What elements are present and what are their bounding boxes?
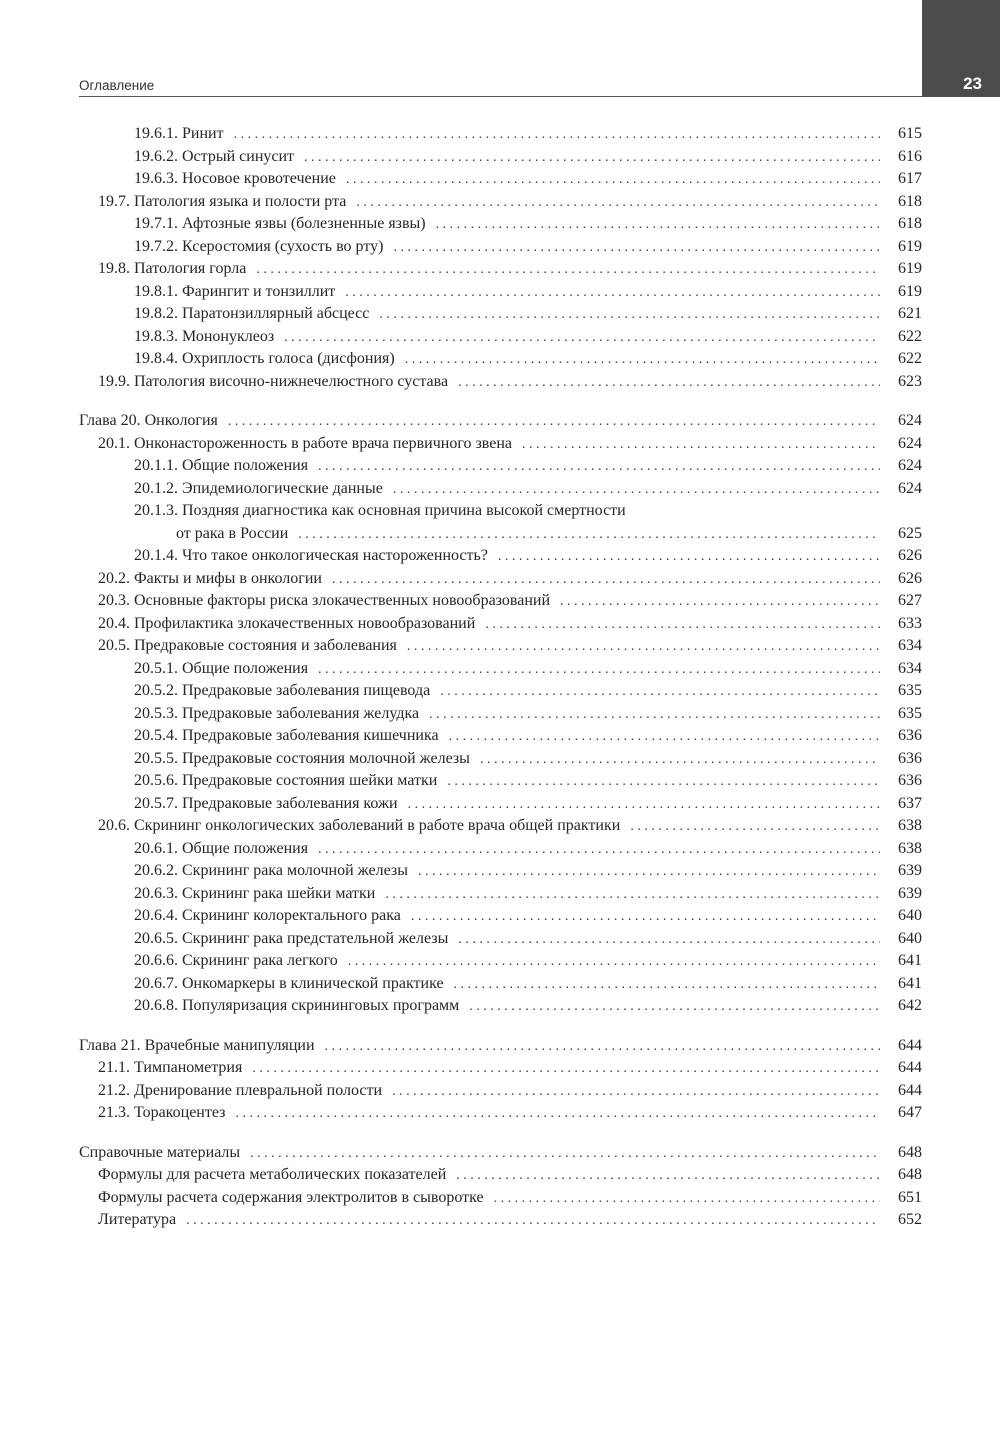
toc-entry-page: 644 — [898, 1081, 922, 1099]
toc-entry-title: 19.8.4. Охриплость голоса (дисфония) — [134, 350, 395, 367]
toc-dot-leader — [440, 681, 880, 704]
toc-dot-leader — [447, 771, 880, 794]
toc-entry-title: 20.4. Профилактика злокачественных новообразований — [98, 614, 476, 632]
toc-entry-page: 647 — [898, 1104, 922, 1121]
toc-entry[interactable] — [79, 123, 922, 146]
toc-entry-title: Глава 21. Врачебные манипуляции — [79, 1036, 315, 1054]
toc-entry-title: 19.8.1. Фарингит и тонзиллит — [134, 282, 336, 300]
toc-entry[interactable] — [79, 793, 922, 816]
toc-entry[interactable] — [79, 303, 922, 326]
toc-entry-title: 20.6.4. Скрининг колоректального рака — [134, 907, 401, 924]
toc-dot-leader — [318, 456, 880, 479]
header-rule — [79, 96, 922, 97]
toc-dot-leader — [345, 282, 880, 305]
toc-entry-page: 636 — [898, 727, 922, 744]
toc-entry[interactable] — [79, 433, 922, 456]
toc-entry[interactable] — [79, 860, 922, 883]
toc-entry[interactable] — [79, 883, 922, 906]
toc-entry[interactable] — [79, 1164, 922, 1187]
toc-dot-leader — [379, 304, 880, 327]
toc-entry[interactable] — [79, 523, 922, 546]
toc-entry[interactable] — [79, 1057, 922, 1080]
toc-entry-title: 20.1.1. Общие положения — [134, 457, 309, 474]
toc-entry-title: Формулы расчета содержания электролитов в сыворотке — [98, 1188, 484, 1206]
toc-entry-title: 19.6.3. Носовое кровотечение — [134, 170, 336, 187]
toc-entry[interactable] — [79, 1209, 922, 1232]
toc-entry-page: 624 — [898, 457, 922, 474]
toc-dot-leader — [407, 636, 880, 659]
toc-entry[interactable] — [79, 680, 922, 703]
toc-entry-title: Глава 20. Онкология — [79, 412, 218, 429]
toc-dot-leader — [458, 372, 880, 395]
toc-entry[interactable] — [79, 213, 922, 236]
toc-entry-page: 648 — [898, 1143, 922, 1161]
toc-dot-leader — [630, 816, 880, 839]
toc-entry[interactable] — [79, 950, 922, 973]
toc-entry[interactable] — [79, 236, 922, 259]
toc-entry-page: 624 — [898, 434, 922, 452]
toc-dot-leader — [318, 659, 880, 682]
toc-entry-title: 20.5.2. Предраковые заболевания пищевода — [134, 682, 431, 699]
toc-entry[interactable] — [79, 590, 922, 613]
toc-entry[interactable] — [79, 973, 922, 996]
toc-entry[interactable] — [79, 1080, 922, 1103]
toc-dot-leader — [284, 327, 880, 350]
toc-entry-title: 20.2. Факты и мифы в онкологии — [98, 569, 322, 587]
toc-dot-leader — [480, 749, 880, 772]
toc-dot-leader — [408, 794, 880, 817]
toc-entry-title: 19.7. Патология языка и полости рта — [98, 192, 347, 210]
toc-entry-page: 619 — [898, 282, 922, 300]
toc-dot-leader — [250, 1143, 880, 1166]
toc-dot-leader — [346, 169, 880, 192]
toc-entry[interactable] — [79, 635, 922, 658]
toc-entry[interactable] — [79, 703, 922, 726]
toc-entry-page: 636 — [898, 749, 922, 767]
toc-entry[interactable] — [79, 815, 922, 838]
toc-entry-page: 616 — [898, 147, 922, 165]
toc-entry[interactable] — [79, 613, 922, 636]
toc-entry[interactable] — [79, 545, 922, 568]
toc-entry-page: 636 — [898, 772, 922, 789]
toc-dot-leader — [298, 524, 880, 547]
toc-entry-page: 633 — [898, 614, 922, 632]
toc-entry-title: 20.1.2. Эпидемиологические данные — [134, 479, 383, 497]
toc-entry-title: 20.6.6. Скрининг рака легкого — [134, 952, 338, 969]
toc-entry[interactable] — [79, 1035, 922, 1058]
toc-section-gap — [79, 393, 922, 410]
table-of-contents — [79, 123, 922, 1232]
toc-entry-title: 20.5.1. Общие положения — [134, 659, 309, 677]
toc-entry-page: 626 — [898, 547, 922, 564]
toc-dot-leader — [228, 411, 880, 434]
toc-entry-page: 621 — [898, 305, 922, 322]
toc-entry-title: 19.6.1. Ринит — [134, 125, 224, 142]
toc-dot-leader — [186, 1210, 880, 1233]
toc-entry-page: 634 — [898, 637, 922, 654]
toc-entry-title: 19.9. Патология височно-нижнечелюстного сустава — [98, 372, 449, 390]
toc-entry-title: 20.5.5. Предраковые состояния молочной железы — [134, 749, 470, 767]
toc-dot-leader — [458, 929, 880, 952]
toc-entry[interactable] — [79, 1142, 922, 1165]
toc-entry-title: 20.6. Скрининг онкологических заболеваний в работе врача общей практики — [98, 817, 621, 834]
toc-entry-title: 21.2. Дренирование плевральной полости — [98, 1081, 383, 1099]
toc-dot-leader — [393, 479, 880, 502]
toc-entry-page: 619 — [898, 237, 922, 255]
page-number: 23 — [963, 74, 982, 93]
toc-dot-leader — [235, 1103, 880, 1126]
toc-entry-page: 618 — [898, 192, 922, 210]
toc-entry-page: 639 — [898, 862, 922, 879]
toc-dot-leader — [522, 434, 880, 457]
toc-entry-page: 623 — [898, 372, 922, 390]
toc-entry[interactable] — [79, 478, 922, 501]
toc-dot-leader — [498, 546, 880, 569]
toc-entry-page: 635 — [898, 682, 922, 699]
toc-entry[interactable] — [79, 770, 922, 793]
toc-entry-title: 21.1. Тимпанометрия — [98, 1059, 243, 1076]
toc-dot-leader — [411, 906, 880, 929]
toc-entry[interactable] — [79, 371, 922, 394]
toc-entry-page: 644 — [898, 1059, 922, 1076]
toc-dot-leader — [392, 1081, 880, 1104]
toc-entry[interactable] — [79, 191, 922, 214]
toc-entry-page: 640 — [898, 929, 922, 947]
toc-entry-title: 20.1.4. Что такое онкологическая настороженность? — [134, 547, 488, 564]
toc-entry[interactable] — [79, 905, 922, 928]
toc-dot-leader — [356, 192, 880, 215]
toc-entry[interactable] — [79, 838, 922, 861]
toc-dot-leader — [454, 974, 880, 997]
toc-entry-page: 622 — [898, 350, 922, 367]
toc-entry-page: 634 — [898, 659, 922, 677]
toc-dot-leader — [418, 861, 880, 884]
toc-entry-title: 20.1.3. Поздняя диагностика как основная причина высокой смертности — [134, 502, 626, 519]
toc-entry-title: 20.5. Предраковые состояния и заболевания — [98, 637, 397, 654]
toc-entry[interactable] — [79, 410, 922, 433]
toc-entry[interactable] — [79, 725, 922, 748]
toc-entry-title: 20.5.4. Предраковые заболевания кишечника — [134, 727, 439, 744]
toc-entry-title: 19.8.2. Паратонзиллярный абсцесс — [134, 305, 370, 322]
toc-entry-title: 20.6.5. Скрининг рака предстательной железы — [134, 929, 449, 947]
toc-entry[interactable] — [79, 928, 922, 951]
toc-dot-leader — [429, 704, 880, 727]
toc-entry-title: 20.5.3. Предраковые заболевания желудка — [134, 704, 420, 722]
toc-entry[interactable] — [79, 1102, 922, 1125]
toc-entry-page: 622 — [898, 327, 922, 345]
toc-dot-leader — [256, 259, 880, 282]
toc-entry-title: 20.3. Основные факторы риска злокачественных новообразований — [98, 592, 551, 609]
toc-entry-page: 627 — [898, 592, 922, 609]
toc-dot-leader — [469, 996, 880, 1019]
toc-dot-leader — [252, 1058, 880, 1081]
toc-dot-leader — [385, 884, 880, 907]
toc-dot-leader — [436, 214, 880, 237]
toc-dot-leader — [332, 569, 880, 592]
toc-entry[interactable] — [79, 1187, 922, 1210]
toc-entry[interactable] — [79, 348, 922, 371]
running-header: Оглавление — [79, 78, 155, 93]
toc-entry-page: 618 — [898, 215, 922, 232]
toc-entry[interactable] — [79, 500, 922, 523]
toc-entry[interactable] — [79, 146, 922, 169]
toc-entry-title: 20.1. Онконастороженность в работе врача первичного звена — [98, 434, 513, 452]
toc-entry[interactable] — [79, 326, 922, 349]
toc-section-gap — [79, 1125, 922, 1142]
toc-entry-title: 21.3. Торакоцентез — [98, 1104, 226, 1121]
toc-entry-page: 642 — [898, 997, 922, 1014]
toc-entry-title: 19.7.1. Афтозные язвы (болезненные язвы) — [134, 215, 426, 232]
toc-entry-page: 626 — [898, 569, 922, 587]
toc-entry-title: 20.6.8. Популяризация скрининговых программ — [134, 997, 460, 1014]
toc-entry-title: 20.6.3. Скрининг рака шейки матки — [134, 884, 376, 902]
toc-entry-title: 19.7.2. Ксеростомия (сухость во рту) — [134, 237, 384, 255]
toc-entry-title: 20.6.1. Общие положения — [134, 839, 309, 857]
toc-dot-leader — [405, 349, 880, 372]
toc-entry-page: 615 — [898, 125, 922, 142]
toc-entry-title: Формулы для расчета метаболических показателей — [98, 1166, 447, 1183]
toc-entry-title: 20.5.7. Предраковые заболевания кожи — [134, 794, 398, 812]
toc-entry-page: 644 — [898, 1036, 922, 1054]
toc-entry[interactable] — [79, 455, 922, 478]
toc-entry[interactable] — [79, 281, 922, 304]
toc-entry-title: от рака в России — [176, 524, 289, 542]
toc-dot-leader — [393, 237, 880, 260]
toc-entry[interactable] — [79, 258, 922, 281]
toc-entry-page: 635 — [898, 704, 922, 722]
toc-entry[interactable] — [79, 168, 922, 191]
toc-entry-title: 20.6.7. Онкомаркеры в клинической практике — [134, 974, 444, 992]
toc-entry-page: 617 — [898, 170, 922, 187]
toc-dot-leader — [494, 1188, 880, 1211]
toc-entry-title: Справочные материалы — [79, 1143, 241, 1161]
toc-entry-page: 624 — [898, 412, 922, 429]
toc-entry[interactable] — [79, 658, 922, 681]
toc-entry-page: 652 — [898, 1211, 922, 1228]
toc-dot-leader — [560, 591, 880, 614]
toc-entry-page: 619 — [898, 260, 922, 277]
toc-dot-leader — [485, 614, 880, 637]
toc-entry-title: Литература — [98, 1211, 177, 1228]
toc-dot-leader — [456, 1165, 880, 1188]
toc-entry-page: 641 — [898, 974, 922, 992]
toc-section-gap — [79, 1018, 922, 1035]
toc-entry[interactable] — [79, 568, 922, 591]
toc-entry-title: 19.6.2. Острый синусит — [134, 147, 295, 165]
toc-entry-page: 651 — [898, 1188, 922, 1206]
toc-entry[interactable] — [79, 995, 922, 1018]
toc-entry-page: 624 — [898, 479, 922, 497]
toc-entry-title: 20.5.6. Предраковые состояния шейки матки — [134, 772, 438, 789]
toc-dot-leader — [449, 726, 880, 749]
toc-entry-page: 638 — [898, 817, 922, 834]
toc-dot-leader — [325, 1036, 880, 1059]
toc-dot-leader — [304, 147, 880, 170]
toc-dot-leader — [234, 124, 880, 147]
toc-dot-leader — [348, 951, 880, 974]
toc-entry-page: 640 — [898, 907, 922, 924]
toc-entry-page: 641 — [898, 952, 922, 969]
toc-entry-title: 19.8. Патология горла — [98, 260, 247, 277]
toc-entry[interactable] — [79, 748, 922, 771]
toc-entry-page: 648 — [898, 1166, 922, 1183]
toc-entry-page: 638 — [898, 839, 922, 857]
toc-entry-title: 20.6.2. Скрининг рака молочной железы — [134, 862, 408, 879]
toc-entry-page: 639 — [898, 884, 922, 902]
page-corner-tab — [922, 0, 1000, 97]
toc-entry-title: 19.8.3. Мононуклеоз — [134, 327, 275, 345]
toc-entry-page: 637 — [898, 794, 922, 812]
toc-dot-leader — [318, 839, 880, 862]
toc-entry-page: 625 — [898, 524, 922, 542]
